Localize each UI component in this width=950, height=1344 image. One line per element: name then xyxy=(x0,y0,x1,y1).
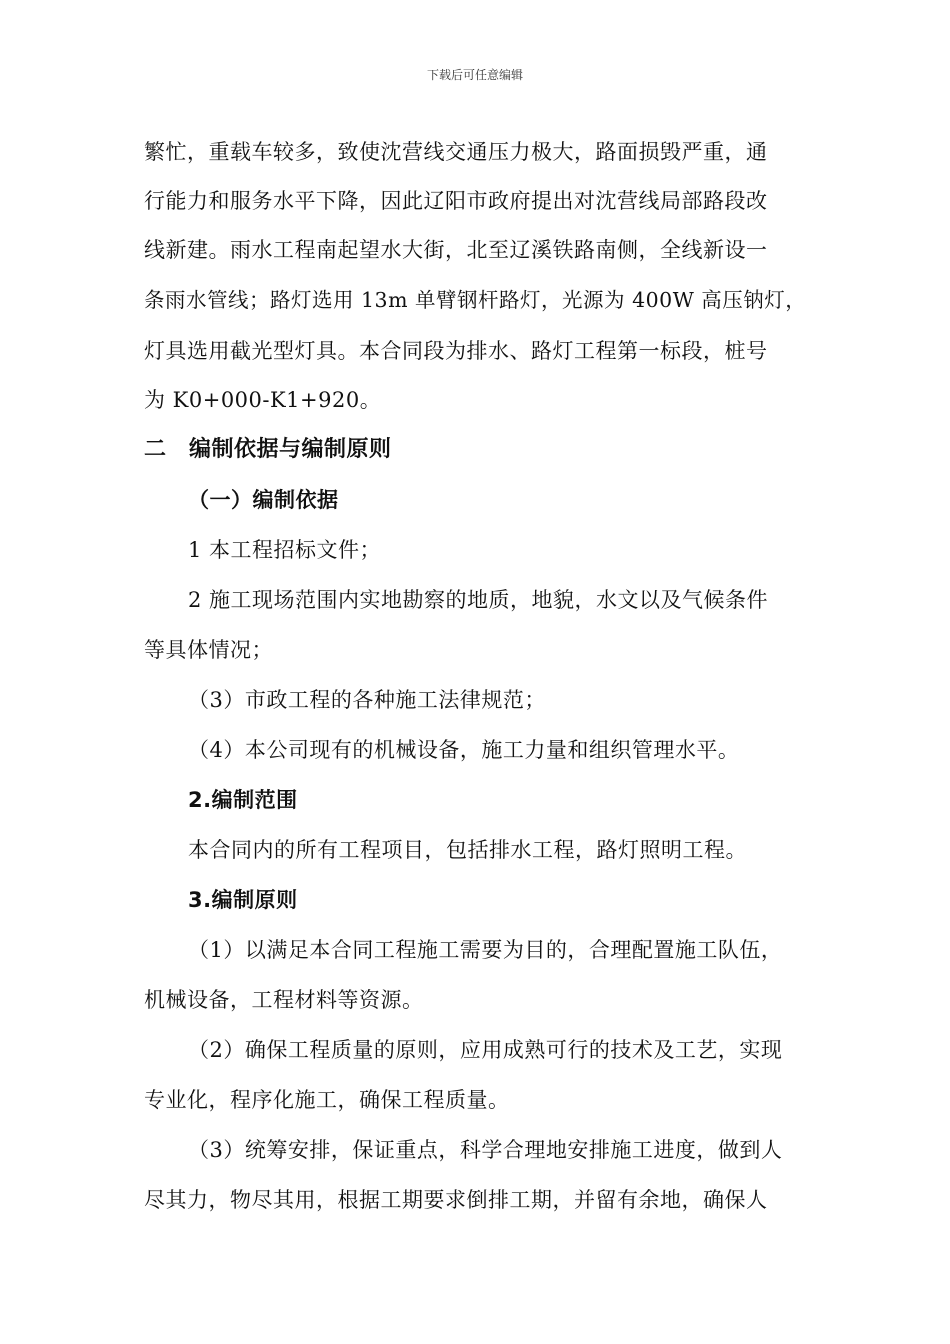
principle-2-line-1: （2）确保工程质量的原则，应用成熟可行的技术及工艺，实现 xyxy=(188,1038,783,1062)
basis-item-4: （4）本公司现有的机械设备，施工力量和组织管理水平。 xyxy=(188,738,740,762)
principle-1-line-2: 机械设备，工程材料等资源。 xyxy=(144,988,424,1012)
principle-3-line-1: （3）统筹安排，保证重点，科学合理地安排施工进度，做到人 xyxy=(188,1138,783,1162)
intro-line-3: 线新建。雨水工程南起望水大街，北至辽溪铁路南侧，全线新设一 xyxy=(144,238,768,262)
basis-item-2-line-2: 等具体情况； xyxy=(144,638,273,662)
intro-line-5: 灯具选用截光型灯具。本合同段为排水、路灯工程第一标段，桩号 xyxy=(144,339,768,363)
subsection-heading-basis: （一）编制依据 xyxy=(188,488,339,512)
intro-line-1: 繁忙，重载车较多，致使沈营线交通压力极大，路面损毁严重，通 xyxy=(144,140,768,164)
subsection-heading-scope: 2.编制范围 xyxy=(188,788,298,812)
principle-3-line-2: 尽其力，物尽其用，根据工期要求倒排工期，并留有余地，确保人 xyxy=(144,1188,768,1212)
subsection-heading-principles: 3.编制原则 xyxy=(188,888,298,912)
scope-text: 本合同内的所有工程项目，包括排水工程，路灯照明工程。 xyxy=(188,838,747,862)
principle-1-line-1: （1）以满足本合同工程施工需要为目的，合理配置施工队伍， xyxy=(188,938,783,962)
page-header: 下载后可任意编辑 xyxy=(426,68,523,82)
basis-item-2-line-1: 2 施工现场范围内实地勘察的地质，地貌，水文以及气候条件 xyxy=(188,588,769,612)
intro-line-6: 为 K0+000-K1+920。 xyxy=(144,388,382,412)
principle-2-line-2: 专业化，程序化施工，确保工程质量。 xyxy=(144,1088,510,1112)
basis-item-1: 1 本工程招标文件； xyxy=(188,538,382,562)
intro-line-4: 条雨水管线；路灯选用 13m 单臂钢杆路灯，光源为 400W 高压钠灯， xyxy=(144,288,807,312)
section-heading: 二 编制依据与编制原则 xyxy=(144,437,392,462)
intro-line-2: 行能力和服务水平下降，因此辽阳市政府提出对沈营线局部路段改 xyxy=(144,189,768,213)
basis-item-3: （3）市政工程的各种施工法律规范； xyxy=(188,688,546,712)
